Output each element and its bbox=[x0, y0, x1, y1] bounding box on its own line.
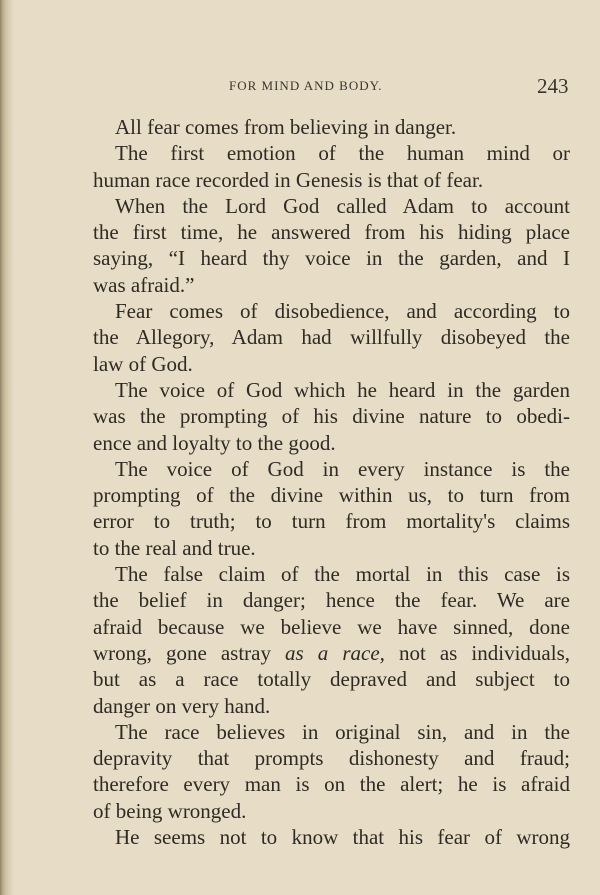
book-binding-edge bbox=[0, 0, 14, 895]
text-line bbox=[93, 640, 570, 666]
text-line: law of God. bbox=[93, 351, 193, 376]
text-line: He seems not to know that his fear of wrong bbox=[115, 825, 570, 850]
paragraph bbox=[93, 298, 570, 377]
text-line: of being wronged. bbox=[93, 798, 247, 823]
paragraph bbox=[93, 561, 570, 719]
text-line: The false claim of the mortal in this case is bbox=[115, 562, 570, 587]
text-line: When the Lord God called Adam to account bbox=[115, 193, 570, 218]
line-segment: wrong, gone astray bbox=[93, 640, 286, 665]
paragraph bbox=[93, 377, 570, 456]
text-line: Fear comes of disobedience, and according to bbox=[115, 299, 570, 324]
text-line: prompting of the divine within us, to turn from bbox=[93, 483, 570, 508]
text-line: The voice of God which he heard in the garden bbox=[115, 377, 570, 402]
text-line: ence and loyalty to the good. bbox=[93, 430, 336, 455]
text-line: danger on very hand. bbox=[93, 693, 271, 718]
text-line: the first time, he answered from his hiding place bbox=[93, 220, 570, 245]
page-number: 243 bbox=[537, 74, 569, 98]
paragraph bbox=[93, 140, 570, 193]
text-line: human race recorded in Genesis is that of fear. bbox=[93, 167, 484, 192]
italic-phrase: as a race, bbox=[285, 640, 385, 665]
body-text bbox=[93, 114, 570, 850]
running-title: FOR MIND AND BODY. bbox=[229, 78, 383, 93]
paragraph bbox=[93, 824, 570, 850]
text-line: the Allegory, Adam had willfully disobeyed the bbox=[93, 325, 570, 350]
text-line: to the real and true. bbox=[93, 535, 256, 560]
text-line: The voice of God in every instance is the bbox=[115, 456, 570, 481]
text-line: the belief in danger; hence the fear. We are bbox=[93, 588, 570, 613]
text-line: All fear comes from believing in danger. bbox=[115, 115, 457, 139]
text-line: was afraid.” bbox=[93, 272, 195, 297]
text-line: afraid because we believe we have sinned, done bbox=[93, 614, 570, 639]
paragraph bbox=[93, 719, 570, 824]
paragraph bbox=[93, 193, 570, 298]
text-line: was the prompting of his divine nature to obedi- bbox=[93, 404, 570, 429]
paragraph bbox=[93, 456, 570, 561]
text-line: The first emotion of the human mind or bbox=[115, 141, 570, 166]
text-line: but as a race totally depraved and subject to bbox=[93, 667, 570, 692]
line-segment: not as individuals, bbox=[384, 640, 570, 665]
text-line: saying, “I heard thy voice in the garden, and I bbox=[93, 246, 570, 271]
text-line: error to truth; to turn from mortality's claims bbox=[93, 509, 570, 534]
page-header bbox=[0, 76, 600, 100]
text-line: The race believes in original sin, and in the bbox=[115, 719, 570, 744]
paragraph bbox=[93, 114, 570, 140]
text-line: depravity that prompts dishonesty and fraud; bbox=[93, 746, 570, 771]
text-line: therefore every man is on the alert; he is afraid bbox=[93, 772, 570, 797]
